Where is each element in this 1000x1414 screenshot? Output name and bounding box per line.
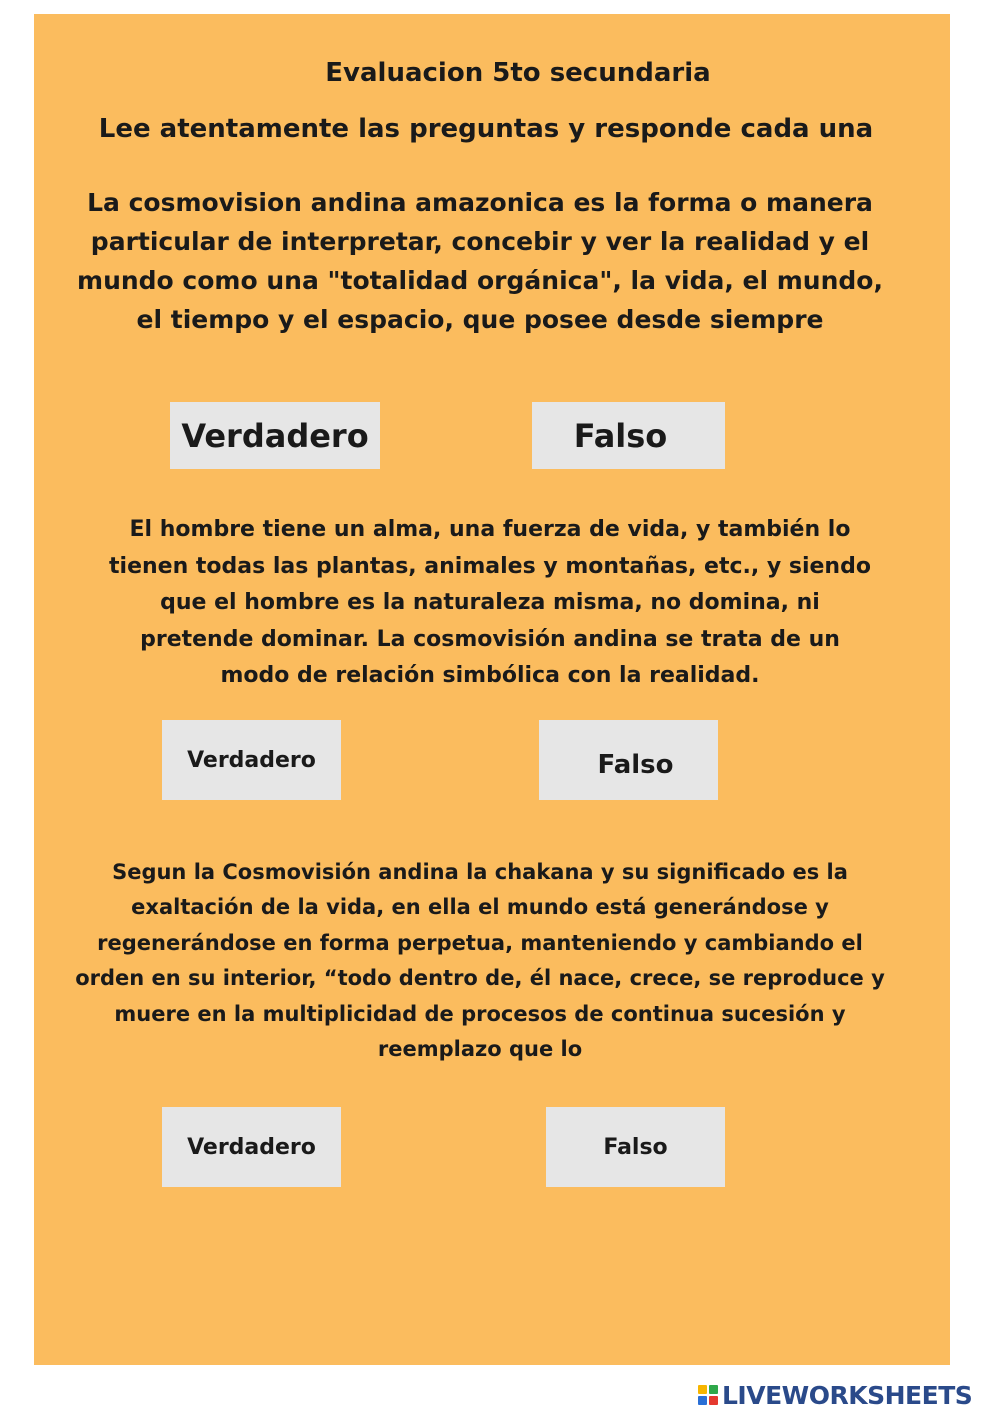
liveworksheets-logo-icon	[698, 1385, 718, 1405]
question-1-true-button[interactable]: Verdadero	[170, 402, 380, 469]
question-1-line-1: La cosmovision andina amazonica es la forma o manera	[87, 188, 873, 217]
question-3-line-1: Segun la Cosmovisión andina la chakana y su significado es la	[112, 860, 848, 884]
question-3-line-3: regenerándose en forma perpetua, manteniendo y cambiando el	[97, 930, 863, 955]
question-2-true-button[interactable]: Verdadero	[162, 720, 341, 800]
question-3-line-4: orden en su interior, “todo dentro de, él nace, crece, se reproduce y	[75, 966, 885, 991]
instruction-text: Lee atentamente las preguntas y responde cada una	[98, 114, 874, 144]
question-1-line-3: mundo como una "totalidad orgánica", la vida, el mundo,	[77, 266, 883, 295]
question-3-line-5: muere en la multiplicidad de procesos de continua sucesión y	[114, 1001, 846, 1026]
question-3-line-6: reemplazo que lo	[377, 1037, 583, 1062]
question-2-line-3: que el hombre es la naturaleza misma, no domina, ni	[160, 590, 820, 615]
question-3-line-2: exaltación de la vida, en ella el mundo está generándose y	[131, 895, 829, 920]
question-2-text	[20, 512, 960, 695]
question-2-line-1: El hombre tiene un alma, una fuerza de vida, y también lo	[129, 517, 851, 542]
liveworksheets-wordmark: LIVEWORKSHEETS	[722, 1380, 973, 1410]
question-1-text	[30, 183, 930, 339]
question-3-text	[0, 855, 960, 1067]
question-3-false-button[interactable]: Falso	[546, 1107, 725, 1187]
question-1-line-4: el tiempo y el espacio, que posee desde siempre	[136, 305, 824, 334]
question-2-line-4: pretende dominar. La cosmovisión andina se trata de un	[140, 626, 840, 652]
question-3-true-button[interactable]: Verdadero	[162, 1107, 341, 1187]
question-2-line-2: tienen todas las plantas, animales y montañas, etc., y siendo	[109, 553, 871, 579]
question-1-false-button[interactable]: Falso	[532, 402, 725, 469]
worksheet-title: Evaluacion 5to secundaria	[325, 58, 711, 88]
question-2-false-button[interactable]: Falso	[539, 720, 718, 800]
question-1-line-2: particular de interpretar, concebir y ver la realidad y el	[90, 227, 870, 256]
question-2-line-5: modo de relación simbólica con la realidad.	[220, 663, 760, 688]
liveworksheets-brand	[698, 1380, 972, 1410]
